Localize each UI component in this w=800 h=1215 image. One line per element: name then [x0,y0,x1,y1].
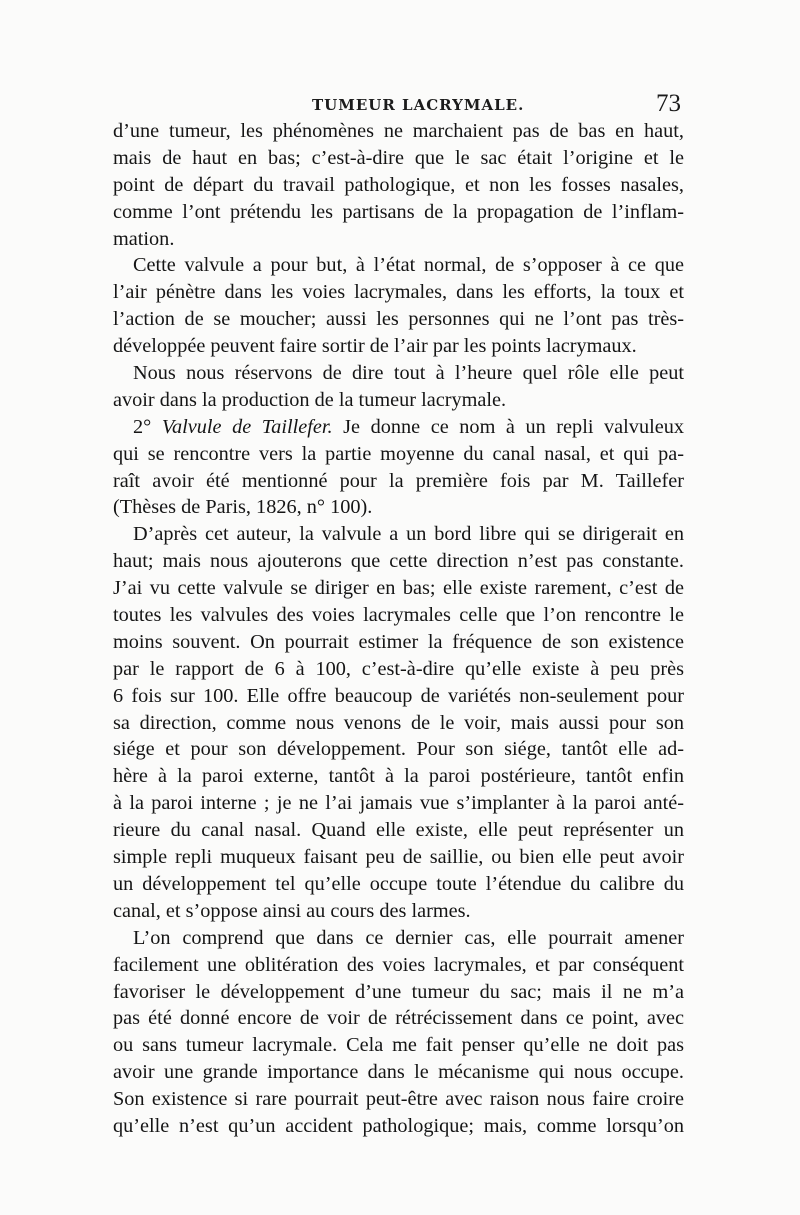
text-line: d’une tumeur, les phénomènes ne marchaient pas de bas en haut, [113,120,684,142]
text-line: comme l’ont prétendu les partisans de la propagation de l’inflam- [113,200,684,223]
text-line: à la paroi interne ; je ne l’ai jamais vue s’implanter à la paroi anté- [113,792,684,815]
text-line: développée peuvent faire sortir de l’air par les points lacrymaux. [113,335,637,358]
text-line: mation. [113,227,175,250]
text-line: Cette valvule a pour but, à l’état normal, de s’opposer à ce que [133,254,684,277]
text-line: haut; mais nous ajouterons que cette direction n’est pas constante. [113,550,684,573]
text-line: Son existence si rare pourrait peut-être avec raison nous faire croire [113,1088,684,1111]
running-title: TUMEUR LACRYMALE. [312,96,525,114]
text-line: avoir une grande importance dans le mécanisme qui nous occupe. [113,1061,684,1084]
text-line: ou sans tumeur lacrymale. Cela me fait penser qu’elle ne doit pas [113,1034,684,1057]
text-line: qui se rencontre vers la partie moyenne du canal nasal, et qui pa- [113,442,684,465]
text-line: siége et pour son développement. Pour son siége, tantôt elle ad- [113,738,684,761]
section-number: 2° [133,415,162,438]
text-line: point de départ du travail pathologique, et non les fosses nasales, [113,173,684,196]
text-line: moins souvent. On pourrait estimer la fréquence de son existence [113,630,684,653]
text-line: L’on comprend que dans ce dernier cas, elle pourrait amener [133,926,684,949]
body-text [113,118,684,1140]
text-line: pas été donné encore de voir de rétrécissement dans ce point, avec [113,1007,684,1030]
text-line: mais de haut en bas; c’est-à-dire que le sac était l’origine et le [113,146,684,169]
text-line: D’après cet auteur, la valvule a un bord libre qui se dirigerait en [133,523,684,546]
text-line: sa direction, comme nous venons de le voir, mais aussi pour son [113,711,684,734]
text-line: raît avoir été mentionné pour la première fois par M. Taillefer [113,469,684,492]
text-line: un développement tel qu’elle occupe toute l’étendue du calibre du [113,872,684,895]
text-line: simple repli muqueux faisant peu de saillie, ou bien elle peut avoir [113,846,684,869]
text-line: par le rapport de 6 à 100, c’est-à-dire qu’elle existe à peu près [113,657,684,680]
page-number: 73 [656,90,681,117]
text-line: avoir dans la production de la tumeur lacrymale. [113,388,507,411]
text-line: l’action de se moucher; aussi les personnes qui ne l’ont pas très- [113,308,684,331]
text-line: canal, et s’oppose ainsi au cours des larmes. [113,899,471,922]
text-line: toutes les valvules des voies lacrymales celle que l’on rencontre le [113,604,684,627]
text-line: favoriser le développement d’une tumeur du sac; mais il ne m’a [113,980,684,1003]
text-line: rieure du canal nasal. Quand elle existe, elle peut représenter un [113,819,684,842]
text-line: (Thèses de Paris, 1826, n° 100). [113,496,373,519]
text-line: l’air pénètre dans les voies lacrymales, dans les efforts, la toux et [113,281,684,304]
text-line: 6 fois sur 100. Elle offre beaucoup de variétés non-seulement pour [113,684,684,707]
text-line: hère à la paroi externe, tantôt à la paroi postérieure, tantôt enfin [113,765,684,788]
text-line: Nous nous réservons de dire tout à l’heure quel rôle elle peut [133,362,684,385]
text-line: J’ai vu cette valvule se diriger en bas; elle existe rarement, c’est de [113,577,684,600]
text-line: facilement une oblitération des voies lacrymales, et par conséquent [113,953,684,976]
section-text: Je donne ce nom à un repli valvuleux [332,415,684,438]
section-heading-line [113,414,684,441]
section-title: Valvule de Taillefer. [161,415,333,438]
text-line: qu’elle n’est qu’un accident pathologique; mais, comme lorsqu’on [113,1114,684,1137]
